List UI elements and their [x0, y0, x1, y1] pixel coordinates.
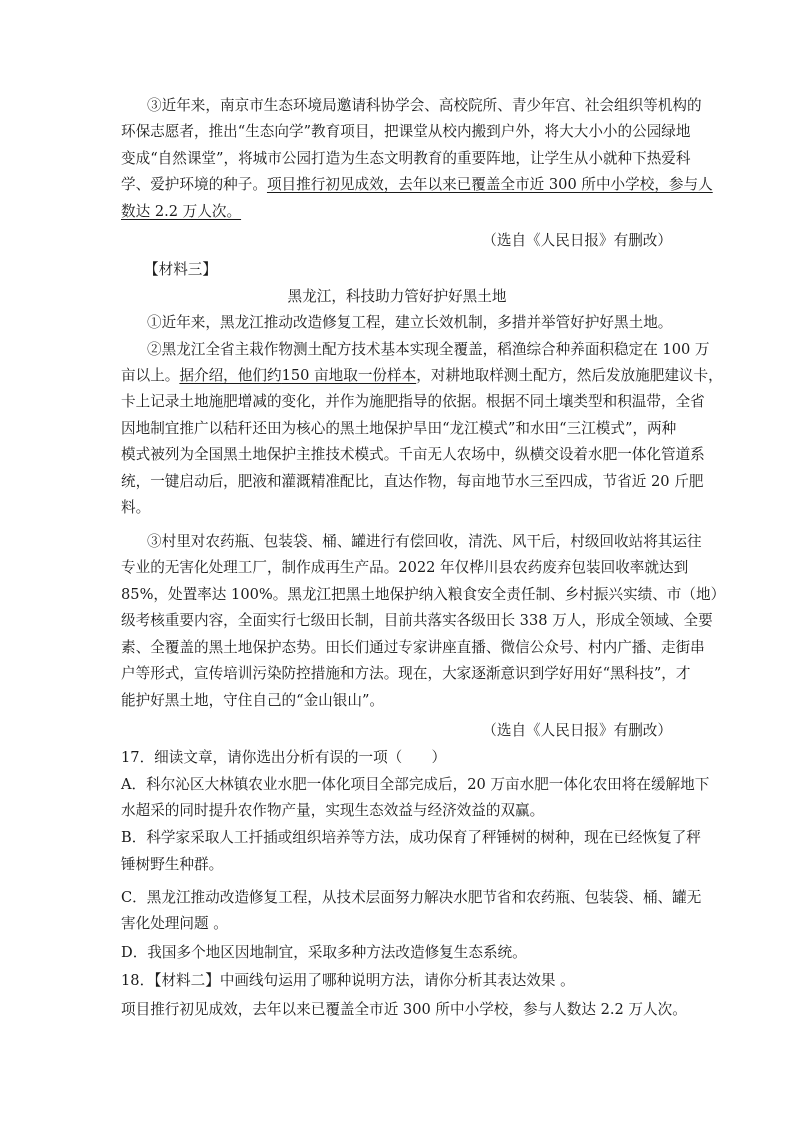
- q17-option-b-line2: 锤树野生种群。: [121, 856, 224, 873]
- m3-p2-underline-sample: 150 亩地取一份样本: [281, 367, 417, 384]
- m2-p3-line4-plain: 学、爱护环境的种子。: [121, 176, 267, 193]
- m2-source: （选自《人民日报》有删改）: [482, 232, 672, 249]
- q17-option-a-line2: 水超采的同时提升农作物产量，实现生态效益与经济效益的双赢。: [121, 802, 545, 819]
- m2-p3-line2: 环保志愿者，推出“生态向学”教育项目，把课堂从校内搬到户外，将大大小小的公园绿地: [121, 123, 691, 140]
- m2-p3-line1: ③近年来，南京市生态环境局邀请科协学会、高校院所、青少年宫、社会组织等机构的: [147, 97, 702, 114]
- m3-p2-line3: 卡上记录土地施肥增减的变化，并作为施肥指导的依据。根据不同土壤类型和积温带，全省: [121, 393, 705, 410]
- m3-p1: ①近年来，黑龙江推动改造修复工程，建立长效机制，多措并举管好护好黑土地。: [147, 314, 673, 331]
- m3-p2-line2-d: ，对耕地取样测土配方，然后发放施肥建议卡，: [416, 367, 723, 384]
- m3-p2-line7: 料。: [121, 499, 151, 516]
- m3-p2-line2-a: 亩以上。: [121, 367, 180, 384]
- m3-p3-line2: 专业的无害化处理工厂，制作成再生产品。2022 年仅桦川县农药废弃包装回收率就达到: [121, 559, 689, 576]
- m3-p2-line1: ②黑龙江全省主栽作物测土配方技术基本实现全覆盖，稻渔综合种养面积稳定在 100 万: [147, 341, 710, 358]
- m3-heading: 【材料三】: [144, 261, 217, 278]
- m3-p2-underline-intro: 据介绍，他们约: [179, 367, 282, 384]
- m2-p3-line4: [121, 176, 713, 194]
- m3-p3-line1: ③村里对农药瓶、包装袋、桶、罐进行有偿回收，清洗、风干后，村级回收站将其运往: [147, 533, 702, 550]
- q18-stem: 18．【材料二】中画线句运用了哪种说明方法，请你分析其表达效果 。: [121, 972, 575, 989]
- m3-p3-line5: 素、全覆盖的黑土地保护态势。田长们通过专家讲座直播、微信公众号、村内广播、走街串: [121, 639, 705, 656]
- q17-option-c-line2: 害化处理问题 。: [121, 915, 228, 932]
- m3-p3-line3: 85%，处置率达 100%。黑龙江把黑土地保护纳入粮食安全责任制、乡村振兴实绩、市（地）: [121, 586, 726, 603]
- q17-option-b-line1: B．科学家采取人工扦插或组织培养等方法，成功保育了秤锤树的树种，现在已经恢复了秤: [121, 829, 701, 846]
- m3-p2-line6: 统，一键启动后，肥液和灌溉精准配比，直达作物，每亩地节水三至四成，节省近 20 斤肥: [121, 473, 704, 490]
- m3-source: （选自《人民日报》有删改）: [482, 722, 672, 739]
- m3-p3-line4: 级考核重要内容，全面实行七级田长制，目前共落实各级田长 338 万人，形成全领域、全要: [121, 612, 713, 629]
- q17-option-c-line1: C．黑龙江推动改造修复工程，从技术层面努力解决水肥节省和农药瓶、包装袋、桶、罐无: [121, 889, 702, 906]
- m3-p2-line5: 模式被列为全国黑土地保护主推技术模式。千亩无人农场中，纵横交设着水肥一体化管道系: [121, 446, 705, 463]
- m3-title: 黑龙江，科技助力管好护好黑土地: [287, 288, 507, 305]
- m3-p3-line7: 能护好黑土地，守住自己的“金山银山”。: [121, 692, 385, 709]
- q17-stem: 17．细读文章，请你选出分析有误的一项（ ）: [121, 749, 447, 766]
- m2-p3-underlined-sentence: 项目推行初见成效，去年以来已覆盖全市近 300 所中小学校，参与人: [266, 176, 713, 193]
- m3-p3-line6: 户等形式，宣传培训污染防控措施和方法。现在，大家逐渐意识到学好用好“黑科技”，才: [121, 665, 691, 682]
- m2-p3-line3: 变成“自然课堂”，将城市公园打造为生态文明教育的重要阵地，让学生从小就种下热爱科: [121, 150, 691, 167]
- q17-option-d: D．我国多个地区因地制宜，采取多种方法改造修复生态系统。: [121, 944, 527, 961]
- m3-p2-line2: [121, 367, 723, 385]
- m2-p3-underlined-sentence-end: 数达 2.2 万人次。: [121, 203, 242, 220]
- m3-p2-line4: 因地制宜推广以秸秆还田为核心的黑土地保护旱田“龙江模式”和水田“三江模式”，两种: [121, 420, 677, 437]
- q18-quote: 项目推行初见成效，去年以来已覆盖全市近 300 所中小学校，参与人数达 2.2 万人次。: [121, 1001, 687, 1018]
- q17-option-a-line1: A．科尔沁区大林镇农业水肥一体化项目全部完成后，20 万亩水肥一体化农田将在缓解地下: [121, 776, 710, 793]
